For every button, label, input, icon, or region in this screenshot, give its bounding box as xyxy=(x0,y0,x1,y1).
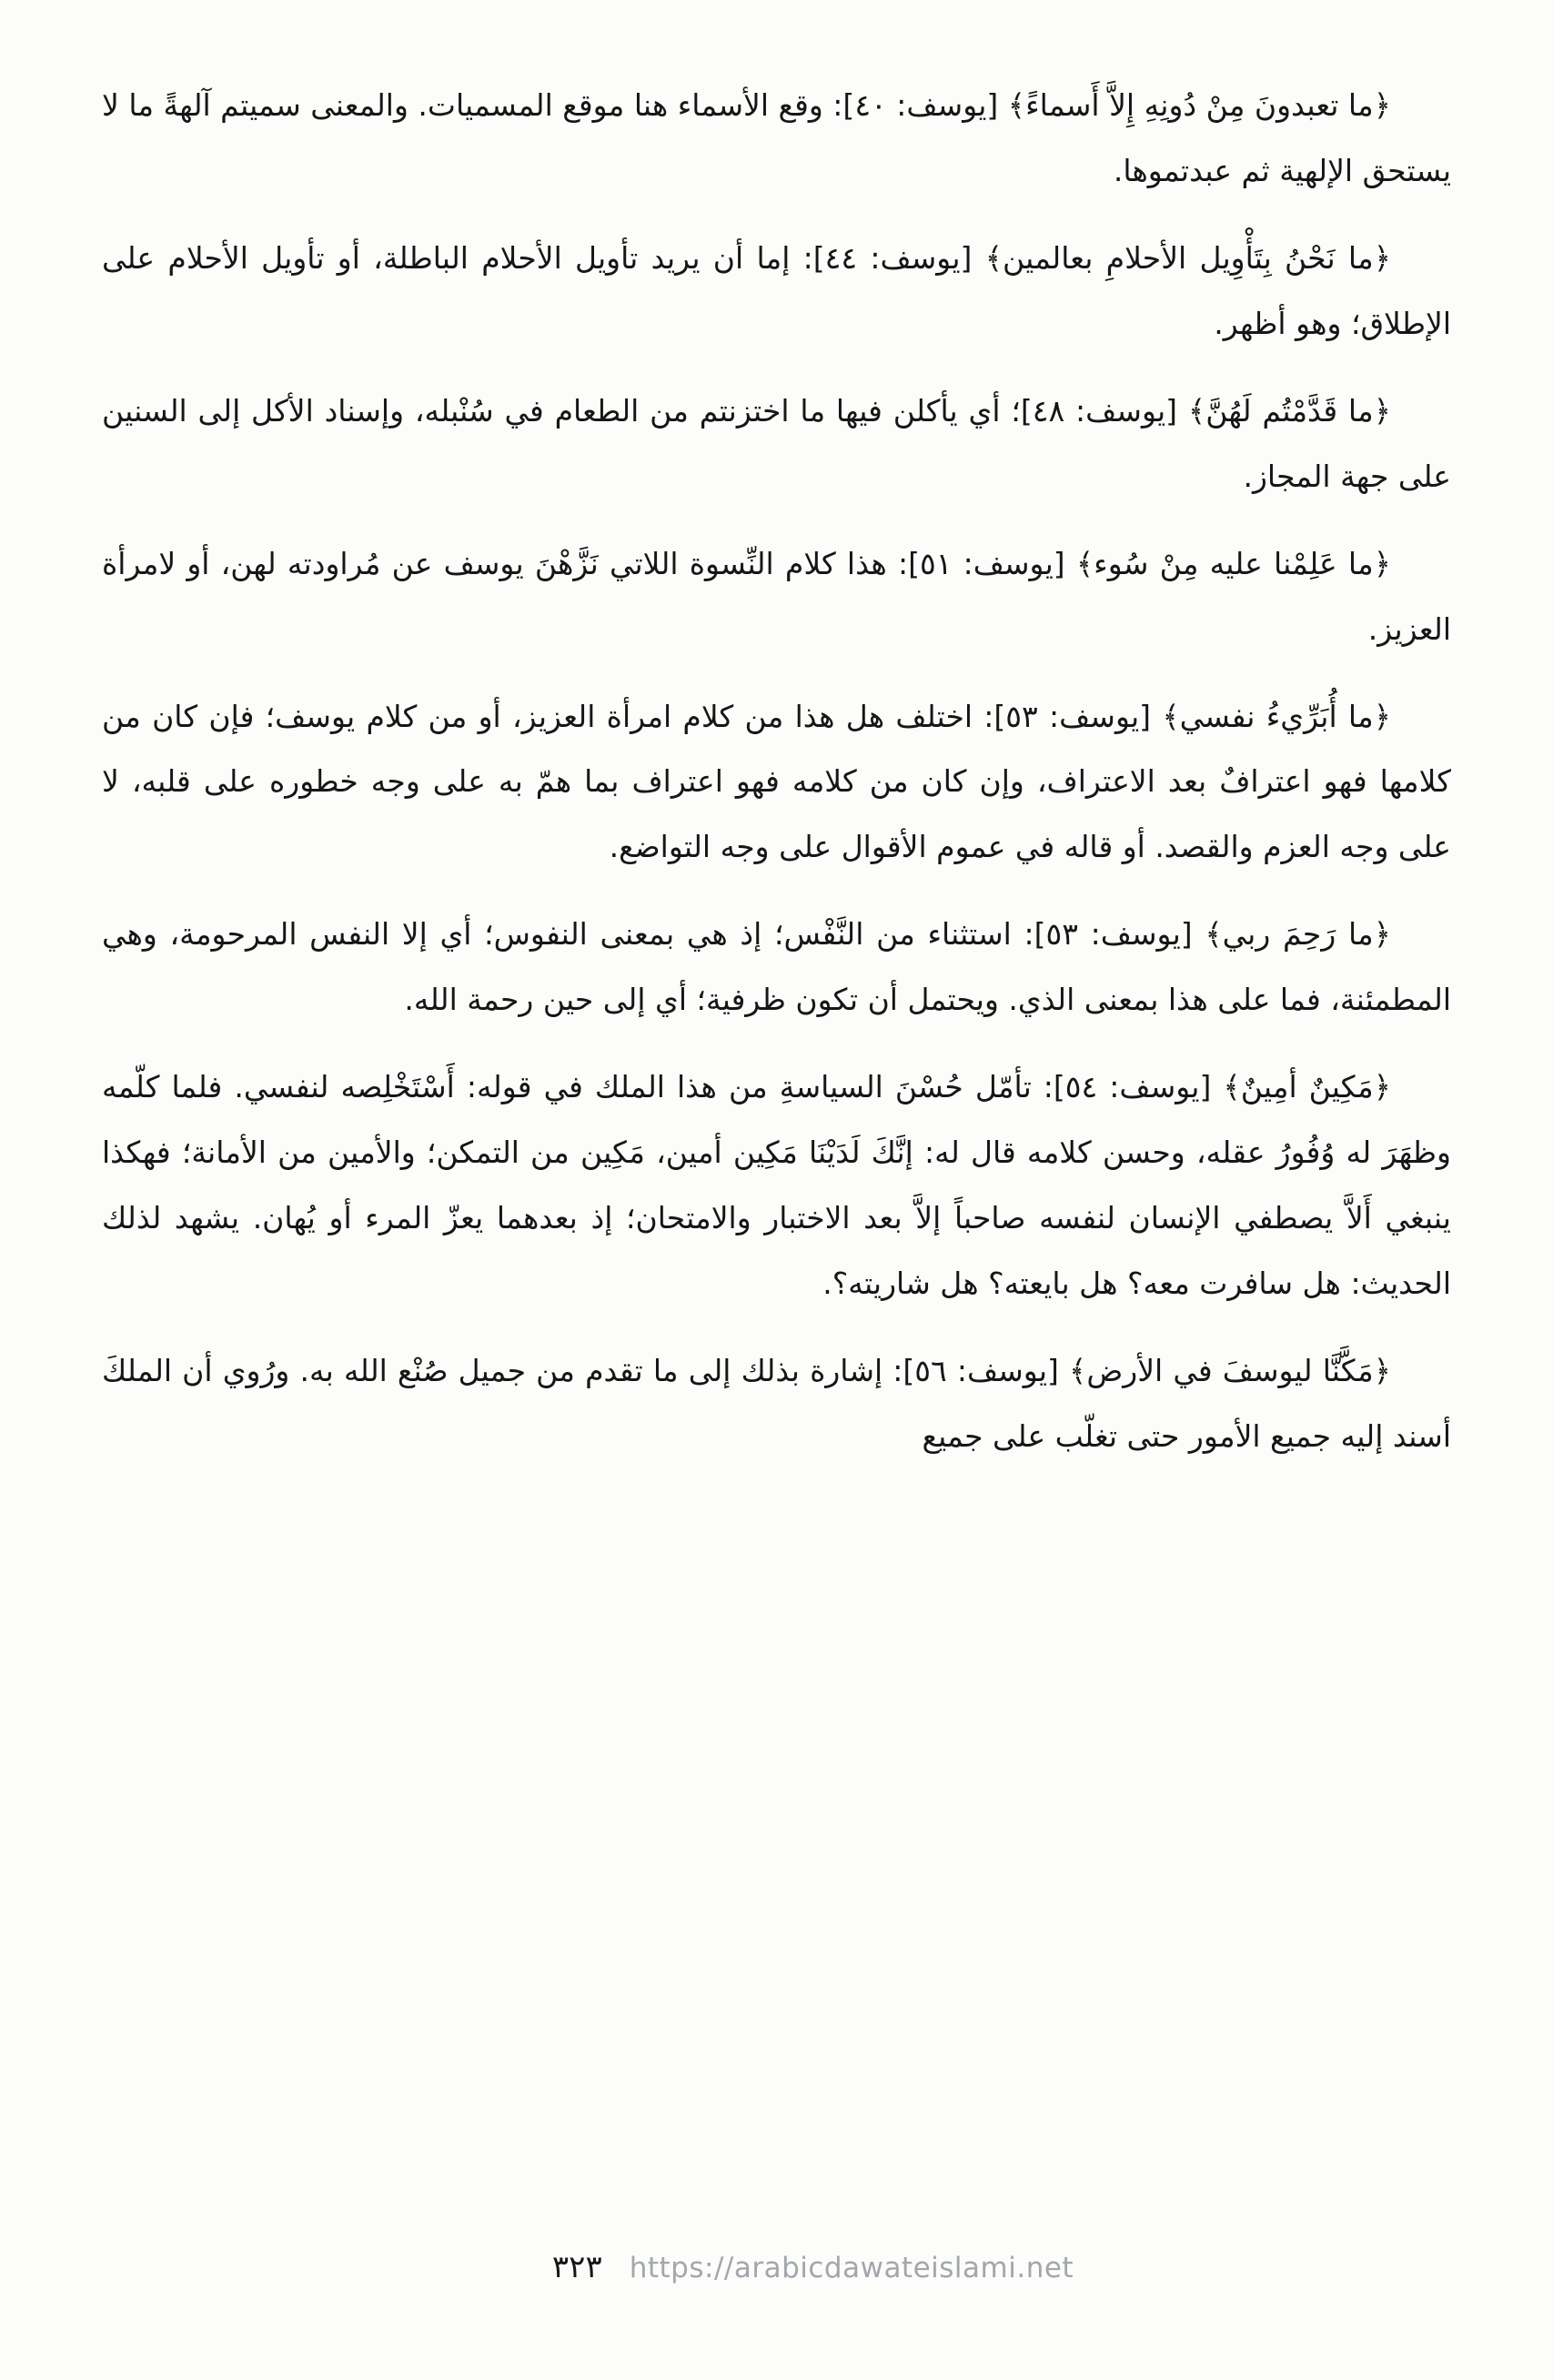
commentary-paragraph: ﴿ما قَدَّمْتُم لَهُنَّ﴾ [يوسف: ٤٨]؛ أي يأكلن فيها ما اختزنتم من الطعام في سُنْبله، وإسناد الأكل إلى السنين على جهة المجاز. xyxy=(102,392,1451,494)
commentary-paragraph: ﴿ما نَحْنُ بِتَأْوِيل الأحلامِ بعالمين﴾ [يوسف: ٤٤]: إما أن يريد تأويل الأحلام الباطلة، أو تأويل الأحلام على الإطلاق؛ وهو أظهر. xyxy=(102,239,1451,341)
watermark-url: https://arabicdawateislami.net xyxy=(629,2252,1074,2284)
commentary-paragraph: ﴿مَكِينٌ أمِينٌ﴾ [يوسف: ٥٤]: تأمّل حُسْنَ السياسةِ من هذا الملك في قوله: أَسْتَخْلِصه لنفسي. فلما كلّمه وظهَرَ له وُفُورُ عقله، وحسن كلامه قال له: إنَّكَ لَدَيْنَا مَكِين أمين، مَكِين من التمكن؛ والأمين من الأمانة؛ فهكذا ينبغي أَلاَّ يصطفي الإنسان لنفسه صاحباً إلاَّ بعد الاختبار والامتحان؛ إذ بعدهما يعزّ المرء أو يُهان. يشهد لذلك الحديث: هل سافرت معه؟ هل بايعته؟ هل شاريته؟. xyxy=(102,1069,1451,1301)
commentary-paragraph: ﴿ما رَحِمَ ربي﴾ [يوسف: ٥٣]: استثناء من النَّفْس؛ إذ هي بمعنى النفوس؛ أي إلا النفس المرحومة، وهي المطمئنة، فما على هذا بمعنى الذي. ويحتمل أن تكون ظرفية؛ أي إلى حين رحمة الله. xyxy=(102,916,1451,1018)
commentary-paragraph: ﴿مَكَّنَّا ليوسفَ في الأرض﴾ [يوسف: ٥٦]: إشارة بذلك إلى ما تقدم من جميل صُنْع الله به. ورُوي أن الملكَ أسند إليه جميع الأمور حتى تغلّب على جميع xyxy=(102,1352,1451,1454)
page-number: ٣٢٣ xyxy=(551,2249,602,2285)
commentary-paragraph: ﴿ما عَلِمْنا عليه مِنْ سُوء﴾ [يوسف: ٥١]: هذا كلام النِّسوة اللاتي نَزَّهْنَ يوسف عن مُراودته لهن، أو لامرأة العزيز. xyxy=(102,545,1451,647)
commentary-paragraph: ﴿ما أُبَرِّيءُ نفسي﴾ [يوسف: ٥٣]: اختلف هل هذا من كلام امرأة العزيز، أو من كلام يوسف؛ فإن كان من كلامها فهو اعترافٌ بعد الاعتراف، وإن كان من كلامه فهو اعتراف بما همّ به على وجه خطوره على قلبه، لا على وجه العزم والقصد. أو قاله في عموم الأقوال على وجه التواضع. xyxy=(102,698,1451,865)
page-content xyxy=(102,73,1451,1491)
page-footer xyxy=(36,2249,1553,2285)
commentary-paragraph: ﴿ما تعبدونَ مِنْ دُونِهِ إِلاَّ أَسماءً﴾ [يوسف: ٤٠]: وقع الأسماء هنا موقع المسميات. والمعنى سميتم آلهةً ما لا يستحق الإلهية ثم عبدتموها. xyxy=(102,87,1451,188)
